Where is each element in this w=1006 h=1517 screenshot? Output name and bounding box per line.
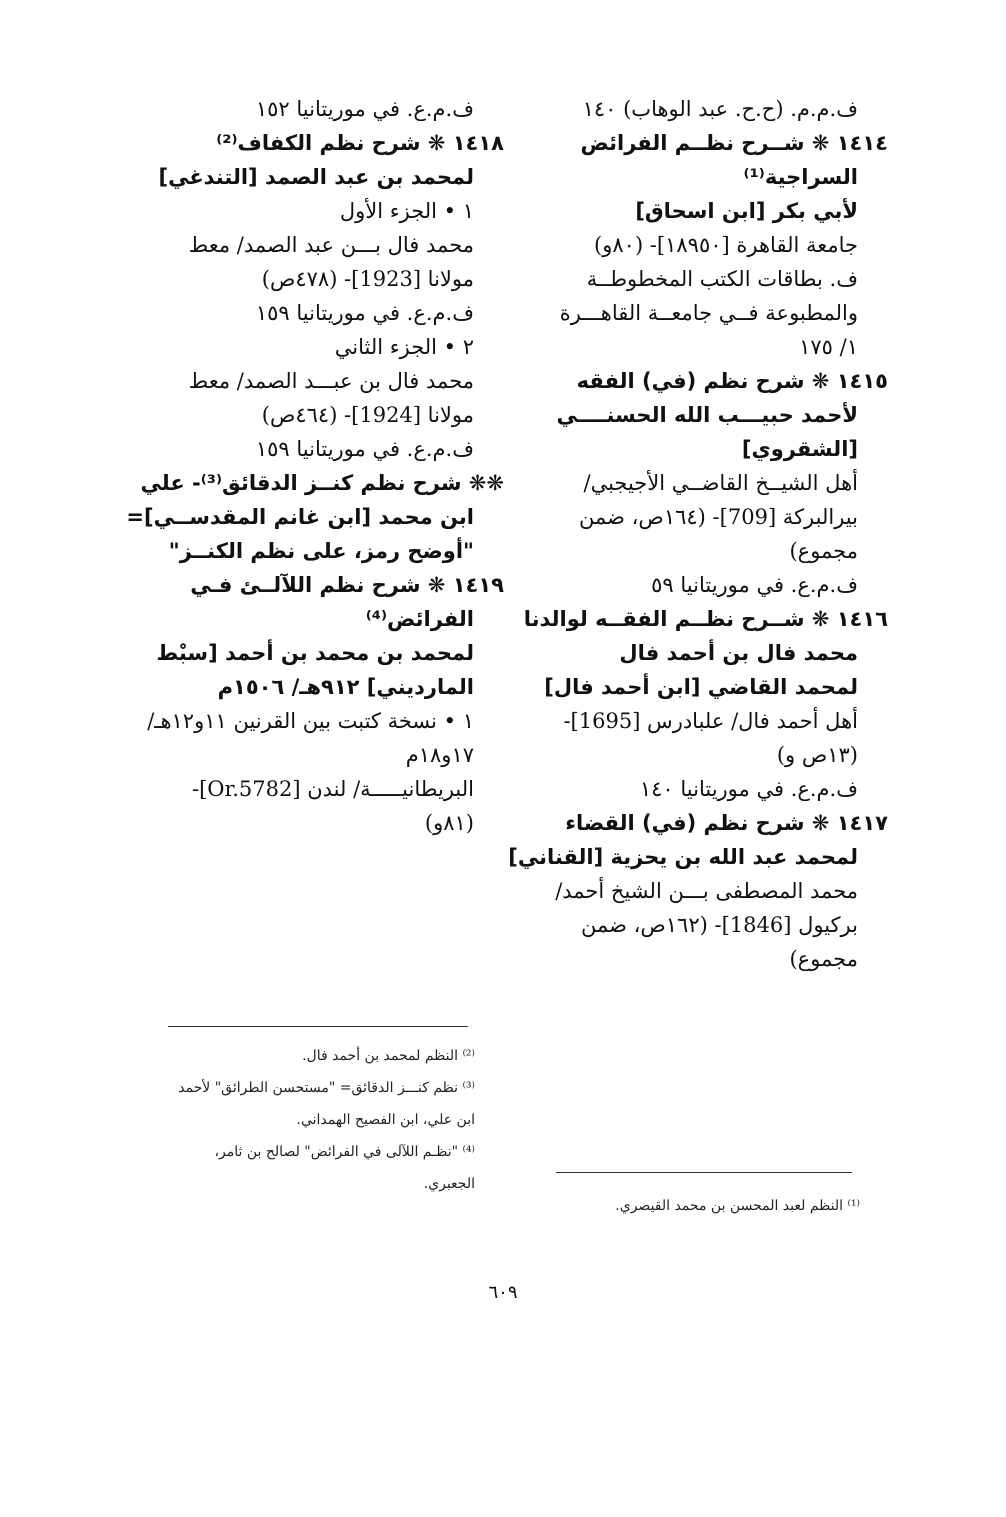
text-line: ١٧و١٨م [405, 743, 474, 767]
footnote: الجعبري. [423, 1176, 475, 1192]
author-line: لمحمد بن محمد بن أحمد [سبْط [156, 641, 474, 665]
footnote-rule-left [168, 1026, 468, 1027]
text-line: بيرالبركة [709]- (١٦٤ص، ضمن [579, 505, 858, 529]
text-line: ف.م.ع. في موريتانيا ١٥٩ [255, 301, 474, 325]
text-line: ف.م.ع. في موريتانيا ١٥٩ [255, 437, 474, 461]
author-line: لأحمد حبيـــب الله الحسنــــي [556, 403, 858, 427]
author-line: لمحمد بن عبد الصمد [التندغي] [158, 165, 474, 189]
text-line: بركيول [1846]- (١٦٢ص، ضمن [580, 913, 858, 937]
page-number: ٦٠٩ [488, 1282, 518, 1303]
text-line: ف.م.ع. في موريتانيا ١٥٢ [255, 97, 474, 121]
text-line: مولانا [1924]- (٤٦٤ص) [261, 403, 474, 427]
left-column [126, 92, 504, 840]
footnote-rule-right [556, 1172, 852, 1173]
entry-heading: محمد فال بن أحمد فال [619, 641, 858, 665]
text-line: والمطبوعة فــي جامعــة القاهـــرة [559, 301, 858, 325]
entry-heading: ١٤١٩ ❋ شرح نظم اللآلــئ فـي [190, 573, 504, 597]
text-line: ف.م.ع. في موريتانيا ٥٩ [651, 573, 858, 597]
text-line: ف.م.ع. في موريتانيا ١٤٠ [639, 777, 858, 801]
volume-item: ١ • نسخة كتبت بين القرنين ١١و١٢هـ/ [147, 709, 474, 733]
entry-heading: ١٤١٦ ❋ شــرح نظــم الفقــه لوالدنا [523, 607, 888, 631]
entry-heading: ١٤١٧ ❋ شرح نظم (في) القضاء [565, 811, 888, 835]
footnote: ⁽³⁾ نظم كنـــز الدقائق= "مستحسن الطرائق" لأحمد [178, 1080, 475, 1096]
entry-heading: السراجية⁽¹⁾ [743, 165, 858, 189]
footnotes-right [520, 1190, 860, 1222]
cross-reference-line: "أوضح رمز، على نظم الكنــز" [168, 539, 474, 563]
entry-heading: الفرائض⁽⁴⁾ [365, 607, 474, 631]
text-line: أهل أحمد فال/ علبادرس [1695]- [563, 709, 858, 733]
cross-reference-line: ابن محمد [ابن غانم المقدســي]= [126, 505, 474, 529]
author-line: لأبي بكر [ابن اسحاق] [635, 199, 858, 223]
footnote: ⁽²⁾ النظم لمحمد بن أحمد فال. [302, 1048, 475, 1064]
text-line: (١٣ص و) [776, 743, 858, 767]
entry-heading: ١٤١٥ ❋ شرح نظم (في) الفقه [576, 369, 888, 393]
author-line: لمحمد القاضي [ابن أحمد فال] [544, 675, 858, 699]
author-line: المارديني] ٩١٢هـ/ ١٥٠٦م [217, 675, 474, 699]
text-line: محمد المصطفى بـــن الشيخ أحمد/ [555, 879, 858, 903]
text-line: محمد فال بـــن عبد الصمد/ معط [188, 233, 474, 257]
text-line: (٨١و) [424, 811, 474, 835]
author-line: لمحمد عبد الله بن يحزية [القناني] [508, 845, 858, 869]
author-line: [الشقروي] [741, 437, 858, 461]
volume-item: ٢ • الجزء الثاني [334, 335, 474, 359]
text-line: مجموع) [789, 947, 858, 971]
cross-reference-heading: ❋❋ شرح نظم كنــز الدقائق⁽³⁾- علي [140, 471, 504, 495]
text-line: مجموع) [789, 539, 858, 563]
text-line: جامعة القاهرة [١٨٩٥٠]- (٨٠و) [594, 233, 858, 257]
text-line: ١/ ١٧٥ [799, 335, 858, 359]
text-line: ف. بطاقات الكتب المخطوطــة [586, 267, 858, 291]
text-line: مولانا [1923]- (٤٧٨ص) [261, 267, 474, 291]
text-line: ف.م.م. (ح.ح. عبد الوهاب) ١٤٠ [582, 97, 858, 121]
entry-heading: ١٤١٨ ❋ شرح نظم الكفاف⁽²⁾ [216, 131, 504, 155]
footnote: ⁽¹⁾ النظم لعبد المحسن بن محمد القيصري. [615, 1198, 860, 1214]
right-column [508, 92, 888, 976]
text-line: محمد فال بن عبـــد الصمد/ معط [188, 369, 474, 393]
volume-item: ١ • الجزء الأول [339, 199, 474, 223]
footnotes-left [130, 1040, 475, 1200]
text-line: أهل الشيــخ القاضــي الأجيجبي/ [583, 471, 858, 495]
footnote: ابن علي، ابن الفصيح الهمداني. [296, 1112, 475, 1128]
footnote: ⁽⁴⁾ "نظـم اللآلى في الفرائض" لصالح بن ثامر، [214, 1144, 475, 1160]
entry-heading: ١٤١٤ ❋ شــرح نظــم الفرائض [580, 131, 888, 155]
text-line: البريطانيـــــة/ لندن [Or.5782]- [191, 777, 474, 801]
